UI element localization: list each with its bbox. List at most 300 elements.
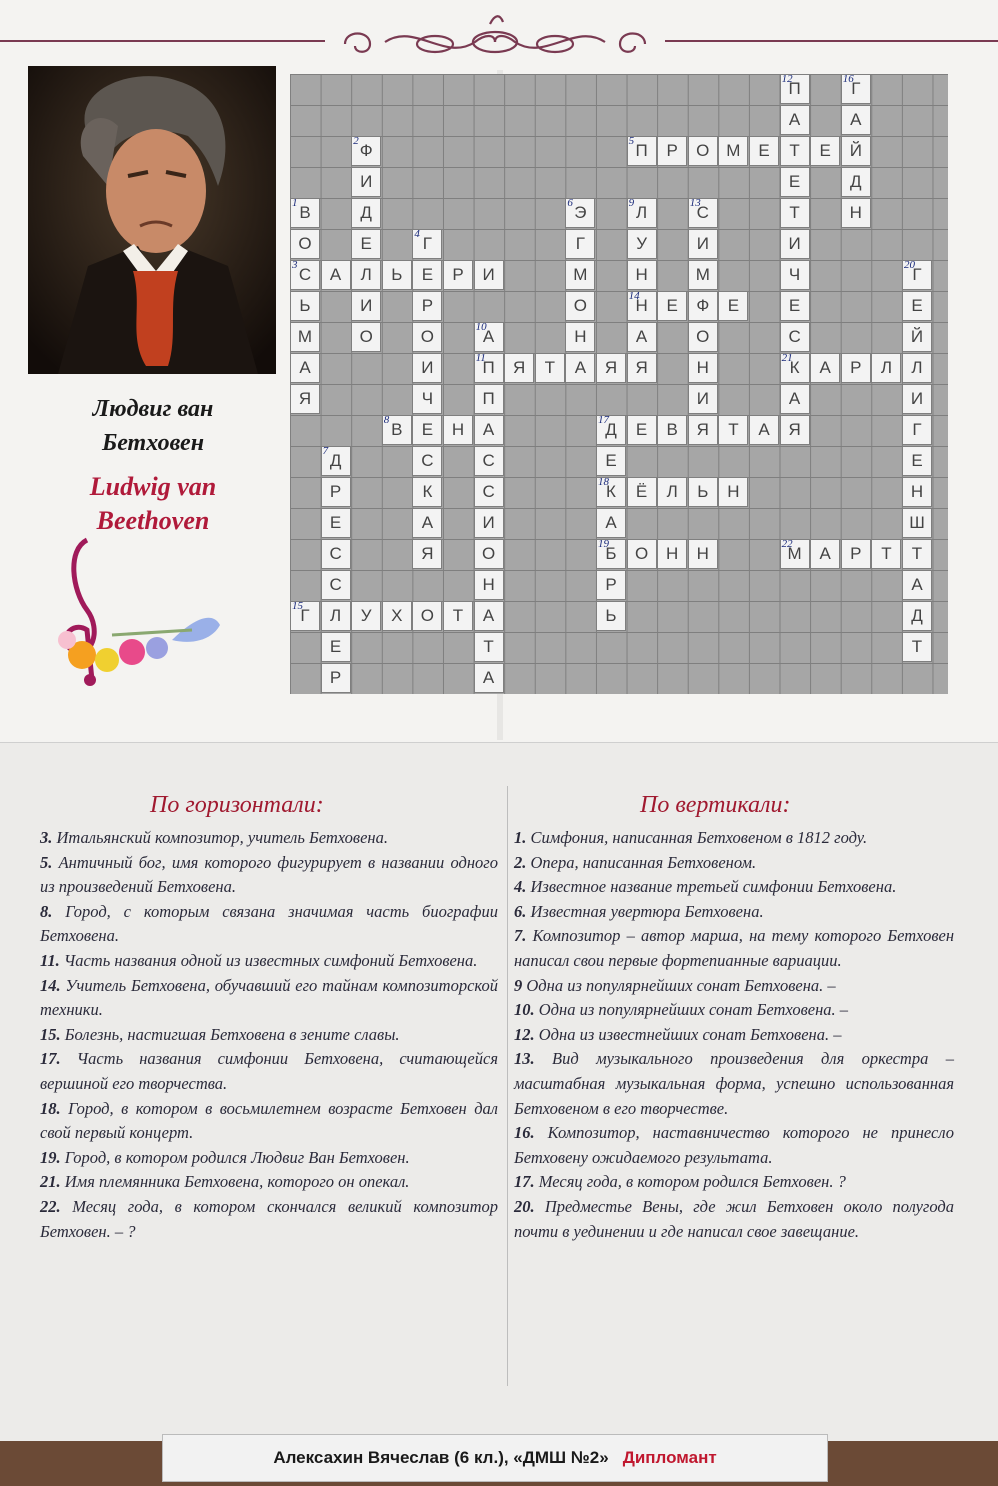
crossword-cell [688, 229, 718, 259]
column-separator [507, 786, 508, 1386]
clue-item [40, 1195, 498, 1244]
crossword-cell [841, 105, 871, 135]
clue-number: 15 [292, 600, 303, 612]
cell-letter: С [482, 451, 495, 470]
clue-item [514, 1047, 954, 1121]
cell-letter: Е [421, 265, 434, 284]
crossword-cell [688, 384, 718, 414]
beethoven-portrait [28, 66, 276, 374]
crossword-cell [565, 260, 595, 290]
crossword-cell [474, 446, 504, 476]
cell-letter: П [635, 141, 648, 160]
crossword-cell [902, 415, 932, 445]
clue-number: 17. [514, 1172, 535, 1192]
crossword-cell [871, 539, 901, 569]
cell-letter: Е [758, 141, 770, 160]
cell-letter: Н [849, 203, 862, 222]
crossword-cell [382, 415, 412, 445]
cell-letter: Й [849, 141, 862, 160]
clue-number: 7 [322, 445, 329, 457]
clue-number: 4 [414, 228, 420, 240]
cell-letter: А [482, 606, 495, 625]
clue-number: 18 [598, 476, 609, 488]
crossword-cell [780, 291, 810, 321]
crossword-cell [474, 415, 504, 445]
crossword-cell [412, 477, 442, 507]
clue-text: Известное название третьей симфонии Бетховена. [526, 877, 897, 897]
crossword-cell [627, 291, 657, 321]
across-clues-list [40, 826, 498, 1244]
clue-item [514, 924, 954, 973]
crossword-cell [627, 322, 657, 352]
cell-letter: А [574, 358, 587, 377]
clue-text: Известная увертюра Бетховена. [526, 901, 764, 921]
crossword-cell [474, 632, 504, 662]
clue-text: Композитор – автор марша, на тему которого Бетховен написал свои первые фортепианные вариации. [514, 926, 954, 970]
cell-letter: Е [605, 451, 617, 470]
cell-letter: О [573, 296, 587, 315]
cell-letter: И [788, 234, 801, 253]
cell-letter: Л [330, 606, 342, 625]
cell-letter: Ш [909, 513, 925, 532]
clue-number: 14. [40, 975, 61, 995]
down-heading: По вертикали: [640, 792, 791, 818]
name-russian: Людвиг ван Бетховен [92, 396, 214, 456]
crossword-cell [902, 539, 932, 569]
cell-letter: Т [452, 606, 464, 625]
cell-letter: М [573, 265, 588, 284]
crossword-cell [657, 415, 687, 445]
crossword-cell [841, 136, 871, 166]
cell-letter: М [297, 327, 313, 346]
crossword-cell [504, 353, 534, 383]
cell-letter: Н [696, 358, 709, 377]
cell-letter: Е [911, 451, 923, 470]
clue-number: 20 [904, 259, 915, 271]
clue-text: Часть названия одной из известных симфоний Бетховена. [59, 950, 478, 970]
cell-letter: Т [728, 420, 739, 439]
clue-number: 21 [781, 352, 793, 364]
cell-letter: Г [912, 265, 922, 284]
crossword-cell [627, 229, 657, 259]
cell-letter: О [359, 327, 373, 346]
crossword-cell [780, 539, 810, 569]
clue-item [514, 1023, 954, 1048]
clue-number: 22 [781, 538, 793, 550]
crossword-cell [780, 198, 810, 228]
cell-letter: Е [788, 172, 801, 191]
crossword-cell [321, 632, 351, 662]
cell-letter: Р [605, 575, 617, 594]
crossword-cell [688, 291, 718, 321]
crossword-cell [474, 260, 504, 290]
crossword-cell [780, 167, 810, 197]
crossword-cell [412, 229, 442, 259]
crossword-cell [565, 291, 595, 321]
clue-text: Античный бог, имя которого фигурирует в названии одного из произведений Бетховена. [40, 852, 498, 897]
crossword-cell [841, 539, 871, 569]
crossword-cell [596, 477, 626, 507]
cell-letter: Н [574, 327, 587, 346]
cell-letter: Ё [635, 482, 648, 501]
crossword-cell [321, 663, 351, 693]
crossword-cell [596, 601, 626, 631]
clue-number: 18. [40, 1098, 61, 1118]
cell-letter: Я [513, 358, 526, 377]
crossword-cell [596, 570, 626, 600]
cell-letter: Л [911, 358, 923, 377]
cell-letter: А [635, 327, 648, 346]
crossword-cell [780, 136, 810, 166]
clue-number: 8 [383, 414, 390, 426]
crossword-cell [535, 353, 565, 383]
crossword-cell [412, 260, 442, 290]
crossword-cell [290, 353, 320, 383]
crossword-cell [351, 136, 381, 166]
cell-letter: Г [912, 420, 922, 439]
clue-item [40, 1047, 498, 1096]
clue-item [514, 998, 954, 1023]
crossword-cell [290, 384, 320, 414]
cell-letter: И [696, 234, 709, 253]
crossword-cell [718, 415, 748, 445]
crossword-cell [412, 353, 442, 383]
crossword-cell [810, 539, 840, 569]
cell-letter: У [636, 234, 647, 253]
crossword-cell [412, 291, 442, 321]
cell-letter: Р [666, 141, 678, 160]
cell-letter: Г [300, 606, 310, 625]
crossword-cell [841, 198, 871, 228]
crossword-cell [841, 74, 871, 104]
cell-letter: Е [360, 234, 372, 253]
crossword-cell [474, 384, 504, 414]
cell-letter: И [482, 513, 495, 532]
crossword-cell [290, 601, 320, 631]
footer-label [162, 1434, 828, 1482]
crossword-cell [351, 229, 381, 259]
clue-number: 21. [40, 1172, 61, 1192]
clue-number: 16 [842, 73, 854, 85]
cell-letter: А [421, 513, 434, 532]
clue-item [40, 1146, 498, 1171]
cell-letter: Д [360, 203, 372, 222]
crossword-cell [810, 353, 840, 383]
cell-letter: Т [911, 544, 923, 563]
cell-letter: С [696, 203, 709, 222]
clue-text: Учитель Бетховена, обучавший его тайнам композиторской техники. [40, 975, 498, 1020]
cell-letter: О [696, 141, 710, 160]
cell-letter: Й [910, 327, 924, 346]
crossword-cell [749, 136, 779, 166]
crossword-grid [290, 74, 948, 694]
crossword-cell [412, 601, 442, 631]
crossword-cell [688, 477, 718, 507]
crossword-cell [474, 601, 504, 631]
cell-letter: А [758, 420, 770, 439]
clue-item [514, 875, 954, 900]
cell-letter: Т [544, 358, 555, 377]
clue-item [514, 1170, 954, 1195]
clue-text: Вид музыкального произведения для оркестра – масштабная музыкальная форма, успешно использованная Бетховеном в его творчестве. [514, 1049, 954, 1118]
cell-letter: К [789, 358, 800, 377]
crossword-cell [627, 477, 657, 507]
clue-item [514, 851, 954, 876]
clue-item [40, 974, 498, 1023]
cell-letter: Н [635, 265, 648, 284]
clue-number: 19. [40, 1147, 61, 1167]
cell-letter: П [482, 358, 495, 377]
clue-number: 16. [514, 1123, 535, 1143]
crossword-cell [902, 508, 932, 538]
cell-letter: А [788, 110, 801, 129]
cell-letter: С [329, 544, 342, 563]
crossword-cell [902, 353, 932, 383]
crossword-cell [412, 508, 442, 538]
clue-text: Город, в котором в восьмилетнем возрасте Бетховен дал свой первый концерт. [40, 1098, 498, 1143]
crossword-cell [443, 415, 473, 445]
clue-item [40, 900, 498, 949]
cell-letter: Д [850, 172, 862, 191]
clue-text: Предместье Вены, где жил Бетховен около полугода почти в уединении и где написал свое завещание. [514, 1196, 954, 1241]
cell-letter: И [421, 358, 434, 377]
cell-letter: В [666, 420, 678, 439]
cell-letter: Р [452, 265, 464, 284]
clue-number: 19 [598, 538, 609, 550]
crossword-cell [627, 198, 657, 228]
cell-letter: С [482, 482, 495, 501]
cell-letter: Л [360, 265, 372, 284]
crossword-cell [780, 260, 810, 290]
crossword-cell [321, 601, 351, 631]
name-english: Ludwig van Beethoven [89, 472, 217, 535]
crossword-cell [902, 260, 932, 290]
cell-letter: С [788, 327, 801, 346]
clue-number: 22. [40, 1196, 61, 1216]
cell-letter: Н [910, 482, 924, 501]
cell-letter: А [482, 327, 495, 346]
cell-letter: Т [911, 637, 923, 656]
cell-letter: И [360, 172, 373, 191]
cell-letter: А [911, 575, 923, 594]
crossword-cell [718, 477, 748, 507]
clue-number: 15. [40, 1024, 61, 1044]
cell-letter: И [482, 265, 495, 284]
crossword-cell [841, 353, 871, 383]
cell-letter: Н [727, 482, 740, 501]
crossword-cell [902, 322, 932, 352]
crossword-cell [810, 136, 840, 166]
clue-number: 12 [781, 73, 793, 85]
cell-letter: О [298, 234, 312, 253]
cell-letter: О [481, 544, 496, 563]
cell-letter: Е [819, 141, 831, 160]
cell-letter: Е [666, 296, 678, 315]
cell-letter: И [360, 296, 373, 315]
crossword-cell [351, 322, 381, 352]
cell-letter: Ф [696, 296, 710, 315]
clue-number: 13. [514, 1049, 535, 1069]
cell-letter: Я [635, 358, 648, 377]
crossword-cell [321, 446, 351, 476]
cell-letter: К [606, 482, 616, 501]
crossword-cell [657, 539, 687, 569]
cell-letter: Л [880, 358, 892, 377]
cell-letter: Ь [299, 296, 311, 315]
crossword-cell [627, 136, 657, 166]
crossword-cell [688, 136, 718, 166]
clue-item [40, 949, 498, 974]
crossword-cell [321, 570, 351, 600]
clue-text: Опера, написанная Бетховеном. [526, 852, 757, 872]
crossword-cell [412, 539, 442, 569]
clue-item [40, 851, 498, 900]
clue-number: 9 [628, 197, 635, 209]
clue-number: 5. [40, 852, 53, 872]
crossword-cell [412, 384, 442, 414]
clue-text: Одна из популярнейших сонат Бетховена. – [534, 1000, 849, 1020]
clue-item [40, 826, 498, 851]
author-name: Алексахин Вячеслав (6 кл.), «ДМШ №2» [273, 1448, 609, 1467]
crossword-cell [688, 415, 718, 445]
cell-letter: А [329, 265, 342, 284]
cell-letter: С [329, 575, 342, 594]
award-badge: Дипломант [622, 1448, 717, 1467]
cell-letter: Р [421, 296, 434, 315]
down-clues-list [514, 826, 954, 1244]
cell-letter: Я [604, 358, 618, 377]
cell-letter: А [482, 420, 495, 439]
crossword-cell [321, 477, 351, 507]
cell-letter: Е [635, 420, 648, 439]
cell-letter: Е [727, 296, 740, 315]
crossword-cell [780, 353, 810, 383]
crossword-cell [565, 198, 595, 228]
crossword-cell [290, 322, 320, 352]
cell-letter: Я [696, 420, 709, 439]
crossword-cell [565, 229, 595, 259]
crossword-cell [780, 74, 810, 104]
crossword-cell [596, 508, 626, 538]
cell-letter: Ь [605, 606, 617, 625]
clue-number: 2 [353, 135, 359, 147]
cell-letter: Д [605, 420, 617, 439]
clue-number: 7. [514, 926, 527, 946]
crossword-cell [902, 477, 932, 507]
crossword-cell [780, 229, 810, 259]
cell-letter: А [299, 358, 311, 377]
crossword-cell [474, 570, 504, 600]
crossword-cell [596, 415, 626, 445]
crossword-cell [780, 322, 810, 352]
clue-text: Месяц года, в котором скончался великий композитор Бетховен. – ? [40, 1196, 498, 1241]
crossword-cell [627, 353, 657, 383]
cell-letter: П [788, 79, 801, 98]
clue-number: 10. [514, 1000, 535, 1020]
clue-number: 1. [514, 828, 527, 847]
clue-text: Одна из известнейших сонат Бетховена. – [534, 1024, 842, 1044]
crossword-cell [290, 291, 320, 321]
crossword-cell [412, 415, 442, 445]
clue-number: 6. [514, 901, 527, 921]
clue-item [514, 974, 954, 999]
cell-letter: Е [329, 513, 342, 532]
crossword-cell [474, 539, 504, 569]
clue-item [40, 1097, 498, 1146]
clue-item [514, 826, 954, 851]
clue-number: 3. [40, 828, 53, 847]
crossword-cell [382, 260, 412, 290]
clue-number: 11 [475, 352, 486, 364]
crossword-cell [351, 260, 381, 290]
clue-text: Месяц года, в котором родился Бетховен. ? [534, 1172, 846, 1192]
clue-number: 17. [40, 1049, 61, 1069]
crossword-cell [321, 260, 351, 290]
crossword-cell [596, 446, 626, 476]
clue-item [514, 900, 954, 925]
cell-letter: Т [483, 637, 494, 656]
crossword-cell [290, 198, 320, 228]
cell-letter: Ь [391, 265, 403, 284]
cell-letter: Э [574, 203, 587, 222]
clue-text: Город, в котором родился Людвиг Ван Бетховен. [60, 1147, 410, 1167]
clue-number: 9 [514, 975, 523, 995]
cell-letter: А [482, 668, 495, 687]
clue-item [514, 1195, 954, 1244]
clue-item [40, 1170, 498, 1195]
cell-letter: О [420, 327, 434, 346]
cell-letter: И [910, 389, 924, 408]
cell-letter: Д [911, 606, 923, 625]
cell-letter: О [420, 606, 434, 625]
clue-text: Болезнь, настигшая Бетховена в зените славы. [60, 1024, 400, 1044]
clue-item [514, 1121, 954, 1170]
crossword-cell [657, 477, 687, 507]
crossword-cell [657, 136, 687, 166]
crossword-cell [474, 353, 504, 383]
crossword-cell [902, 632, 932, 662]
cell-letter: М [787, 544, 802, 563]
ornament-icon [325, 12, 665, 72]
clue-number: 4. [514, 877, 527, 897]
clue-number: 11. [40, 950, 60, 970]
crossword-cell [321, 539, 351, 569]
crossword-cell [749, 415, 779, 445]
crossword-cell [474, 322, 504, 352]
crossword-cell [443, 260, 473, 290]
cell-letter: Л [636, 203, 648, 222]
cell-letter: С [421, 451, 434, 470]
cell-letter: Г [575, 234, 585, 253]
crossword-cell [412, 446, 442, 476]
clue-number: 10 [475, 321, 487, 333]
cell-letter: Х [391, 606, 403, 625]
cell-letter: Ф [359, 141, 373, 160]
crossword-cell [688, 539, 718, 569]
crossword-cell [443, 601, 473, 631]
cell-letter: Я [421, 544, 434, 563]
cell-letter: А [788, 389, 801, 408]
clue-text: Город, с которым связана значимая часть биографии Бетховена. [40, 901, 498, 946]
cell-letter: А [605, 513, 617, 532]
cell-letter: Ч [421, 389, 434, 408]
cell-letter: К [422, 482, 433, 501]
clue-number: 6 [567, 197, 573, 209]
clue-number: 8. [40, 901, 53, 921]
crossword-cell [351, 167, 381, 197]
crossword-cell [596, 353, 626, 383]
crossword-cell [627, 260, 657, 290]
